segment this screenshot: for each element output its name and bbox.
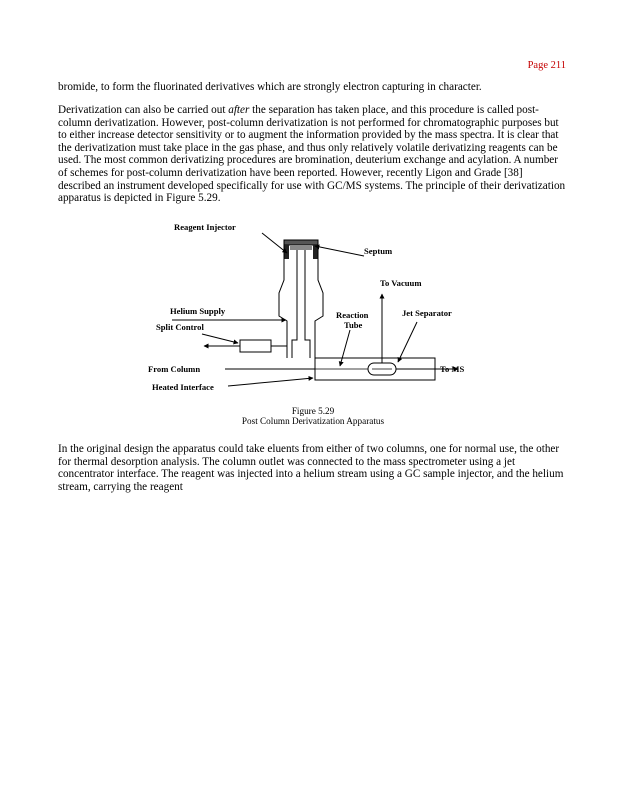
label-septum: Septum [364,246,393,256]
paragraph-intro: bromide, to form the fluorinated derivatives which are strongly electron capturing in character. [58,81,482,93]
label-from-column: From Column [148,364,201,374]
septum-cap [284,240,318,259]
label-heated-interface: Heated Interface [152,382,214,392]
label-helium-supply: Helium Supply [170,306,226,316]
emphasis-after: after [228,104,250,116]
label-tube: Tube [344,320,363,330]
label-reagent-injector: Reagent Injector [174,222,236,232]
reagent-injector-pointer [262,233,287,253]
paragraph-post-column-start: Derivatization can also be carried out [58,104,229,116]
label-jet-separator: Jet Separator [402,308,452,318]
label-split-control: Split Control [156,322,204,332]
page-number: Page 211 [527,60,566,71]
jet-separator-pointer [398,322,417,362]
paragraph-post-column [58,104,568,205]
heated-interface-pointer [228,378,313,386]
label-to-vacuum: To Vacuum [380,278,422,288]
label-to-ms: To MS [440,364,465,374]
derivatization-apparatus-diagram [140,218,485,398]
split-control [204,340,287,352]
paragraph-original-design: In the original design the apparatus could take eluents from either of two columns, one for normal use, the other for thermal desorption analysis. The column outlet was connected to the mass spectrometer using a jet concentrator interface. The reagent was injected into a helium stream using a GC sample injector, and the helium stream, carrying the reagent [58,443,564,493]
split-control-pointer [202,334,238,343]
injector-body [279,245,323,358]
reaction-tube-pointer [340,330,350,366]
label-reaction: Reaction [336,310,369,320]
figure-caption-title: Post Column Derivatization Apparatus [241,416,385,426]
septum-pointer [315,246,364,256]
paragraph-post-column-rest: the separation has taken place, and this procedure is called post-column derivatization. However, post-column derivatization is not performed for chromatographic purposes but to either increase detector sensitivity or to augment the information provided by the mass spectra. It is clear that the derivatization must take place in the gas phase, and thus only relatively volatile derivatizing reagents can be used. The most common derivatizing procedures are bromination, deuterium exchange and acylation. A number of schemes for post-column derivatization have been reported. However, recently Ligon and Grade [38] described an instrument developed specifically for use with GC/MS systems. The principle of their derivatization apparatus is depicted in Figure 5.29. [58,104,566,205]
figure-caption-number: Figure 5.29 [291,406,335,416]
